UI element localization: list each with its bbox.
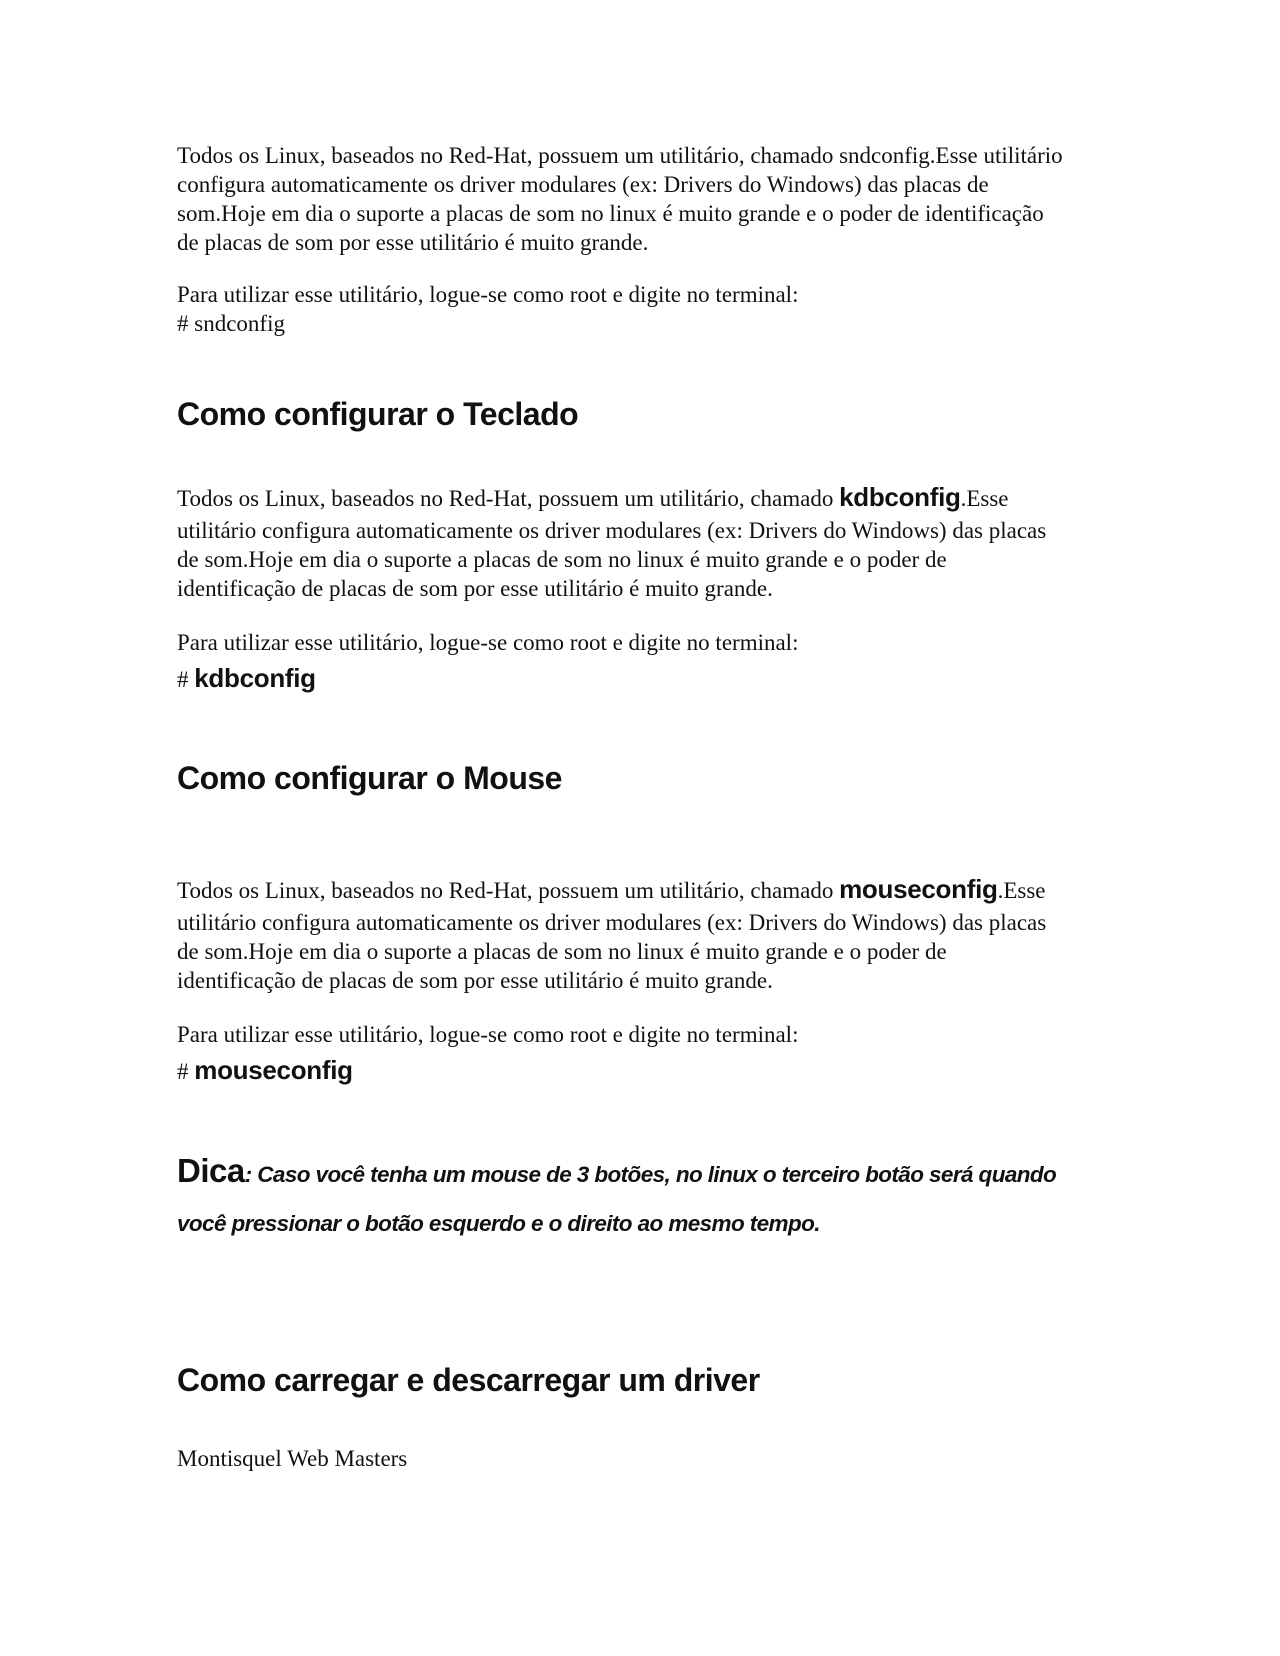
teclado-tool-name: kdbconfig <box>839 482 961 512</box>
mouse-usage <box>177 1020 1147 1049</box>
teclado-usage <box>177 628 1147 657</box>
mouse-command-hash: # <box>177 1059 189 1084</box>
intro-line-3: som.Hoje em dia o suporte a placas de som no linux é muito grande e o poder de identificação <box>177 201 1044 226</box>
teclado-line-3: de som.Hoje em dia o suporte a placas de som no linux é muito grande e o poder de <box>177 547 947 572</box>
teclado-command-name: kdbconfig <box>194 663 316 693</box>
mouse-line-1-suffix: .Esse <box>997 878 1046 903</box>
intro-usage <box>177 280 1147 338</box>
teclado-heading-block <box>177 396 1147 433</box>
tip-block <box>177 1148 1177 1250</box>
mouse-line-1 <box>177 872 1147 908</box>
teclado-line-1-suffix: .Esse <box>960 486 1009 511</box>
teclado-line-4: identificação de placas de som por esse utilitário é muito grande. <box>177 576 773 601</box>
mouse-line-4: identificação de placas de som por esse utilitário é muito grande. <box>177 968 773 993</box>
teclado-command-hash: # <box>177 667 189 692</box>
intro-line-2: configura automaticamente os driver modulares (ex: Drivers do Windows) das placas de <box>177 172 989 197</box>
mouse-command-block <box>177 1056 1147 1086</box>
teclado-command-block <box>177 664 1147 694</box>
intro-command: # sndconfig <box>177 311 285 336</box>
mouse-command-name: mouseconfig <box>194 1055 353 1085</box>
mouse-line-1-prefix: Todos os Linux, baseados no Red-Hat, possuem um utilitário, chamado <box>177 878 840 903</box>
tip-line-2 <box>177 1201 1177 1250</box>
mouse-line-2: utilitário configura automaticamente os driver modulares (ex: Drivers do Windows) das placas <box>177 910 1047 935</box>
tip-text-2: você pressionar o botão esquerdo e o direito ao mesmo tempo. <box>177 1211 820 1236</box>
mouse-command <box>177 1056 1147 1086</box>
mouse-heading: Como configurar o Mouse <box>177 760 562 796</box>
teclado-line-1-prefix: Todos os Linux, baseados no Red-Hat, possuem um utilitário, chamado <box>177 486 840 511</box>
teclado-command <box>177 664 1147 694</box>
teclado-line-2: utilitário configura automaticamente os driver modulares (ex: Drivers do Windows) das placas <box>177 518 1047 543</box>
tip-label: Dica <box>177 1152 245 1189</box>
teclado-heading: Como configurar o Teclado <box>177 396 579 432</box>
driver-heading: Como carregar e descarregar um driver <box>177 1362 760 1398</box>
intro-paragraph <box>177 141 1147 257</box>
footer <box>177 1444 1147 1473</box>
tip-line-1 <box>177 1148 1177 1201</box>
footer-text: Montisquel Web Masters <box>177 1446 408 1471</box>
mouse-heading-block <box>177 760 1147 797</box>
intro-line-1: Todos os Linux, baseados no Red-Hat, possuem um utilitário, chamado sndconfig.Esse utilitário <box>177 143 1063 168</box>
driver-heading-block <box>177 1362 1147 1399</box>
teclado-usage-text: Para utilizar esse utilitário, logue-se como root e digite no terminal: <box>177 630 799 655</box>
intro-usage-text: Para utilizar esse utilitário, logue-se como root e digite no terminal: <box>177 282 799 307</box>
mouse-paragraph <box>177 872 1147 995</box>
mouse-tool-name: mouseconfig <box>839 874 998 904</box>
tip-text-1: : Caso você tenha um mouse de 3 botões, no linux o terceiro botão será quando <box>244 1162 1057 1187</box>
teclado-line-1 <box>177 480 1147 516</box>
mouse-usage-text: Para utilizar esse utilitário, logue-se como root e digite no terminal: <box>177 1022 799 1047</box>
intro-line-4: de placas de som por esse utilitário é muito grande. <box>177 230 649 255</box>
teclado-paragraph <box>177 480 1147 603</box>
mouse-line-3: de som.Hoje em dia o suporte a placas de som no linux é muito grande e o poder de <box>177 939 947 964</box>
